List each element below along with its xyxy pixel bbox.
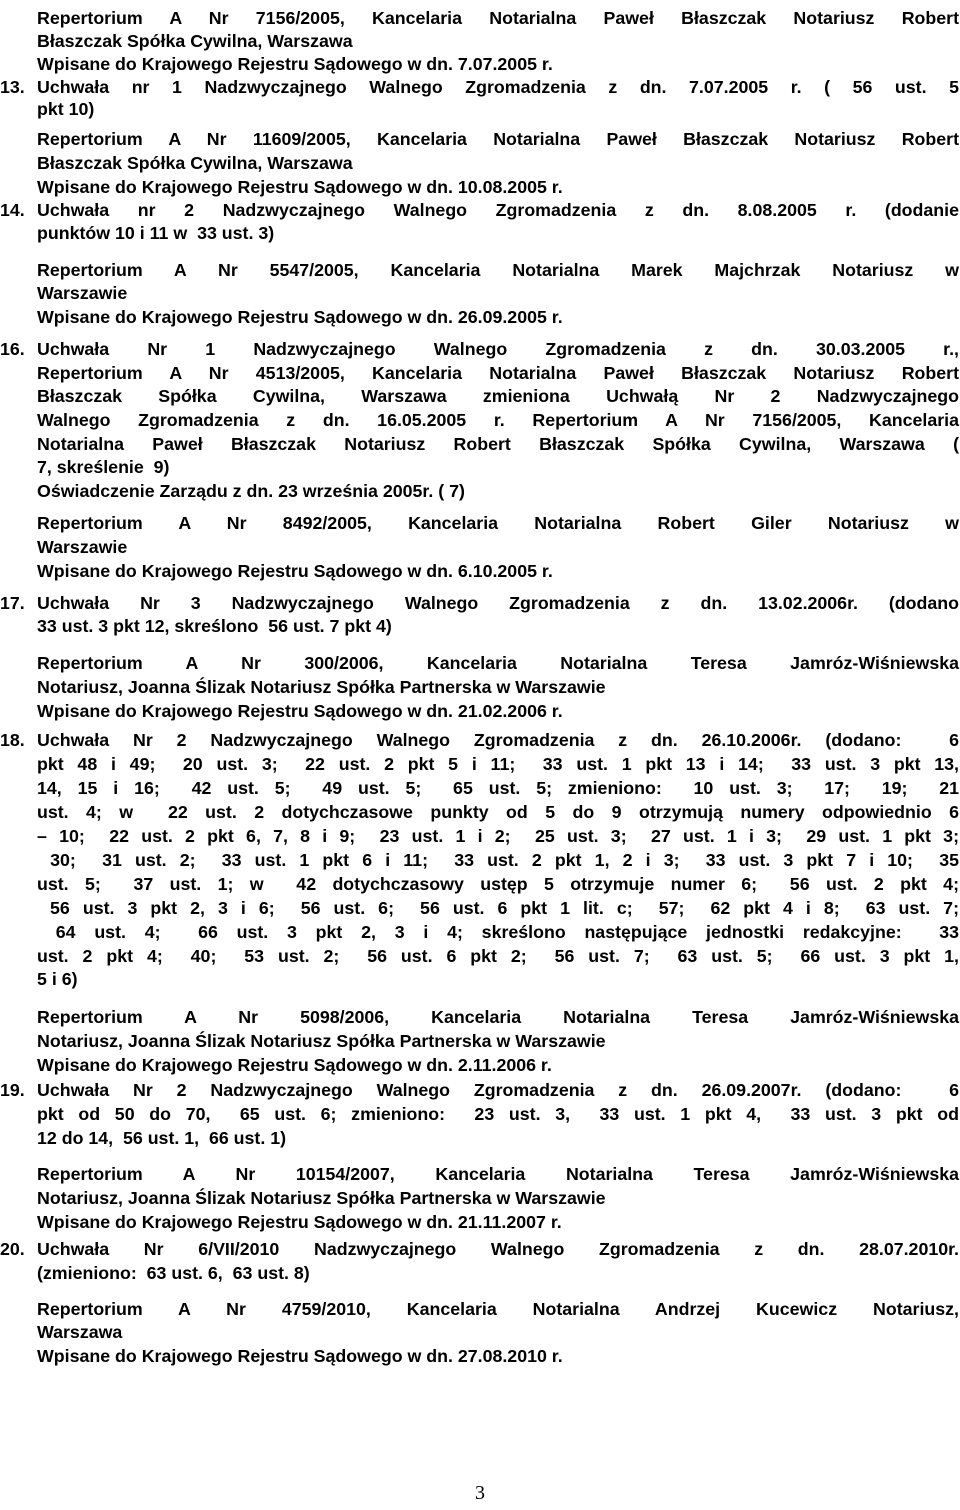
document-line: Warszawie bbox=[37, 283, 128, 303]
document-line: 64 ust. 4; 66 ust. 3 pkt 2, 3 i 4; skreślono następujące jednostki redakcyjne: 33 bbox=[37, 922, 959, 942]
document-line: Uchwała Nr 1 Nadzwyczajnego Walnego Zgromadzenia z dn. 30.03.2005 r., bbox=[37, 339, 959, 359]
document-line: Wpisane do Krajowego Rejestru Sądowego w dn. 6.10.2005 r. bbox=[37, 561, 553, 581]
document-line: Notarialna Paweł Błaszczak Notariusz Robert Błaszczak Spółka Cywilna, Warszawa ( bbox=[37, 434, 959, 454]
document-line: 5 i 6) bbox=[37, 969, 78, 989]
document-line: ust. 4; w 22 ust. 2 dotychczasowe punkty od 5 do 9 otrzymują numery odpowiednio 6 bbox=[37, 802, 959, 822]
list-item-number: 16. bbox=[0, 339, 25, 359]
document-line: Repertorium A Nr 5098/2006, Kancelaria Notarialna Teresa Jamróz-Wiśniewska bbox=[37, 1007, 959, 1027]
document-line: Uchwała nr 2 Nadzwyczajnego Walnego Zgromadzenia z dn. 8.08.2005 r. (dodanie bbox=[37, 200, 959, 220]
document-line: Repertorium A Nr 8492/2005, Kancelaria Notarialna Robert Giler Notariusz w bbox=[37, 513, 959, 533]
document-line: Wpisane do Krajowego Rejestru Sądowego w dn. 10.08.2005 r. bbox=[37, 177, 563, 197]
document-line: pkt 48 i 49; 20 ust. 3; 22 ust. 2 pkt 5 i 11; 33 ust. 1 pkt 13 i 14; 33 ust. 3 pkt 13, bbox=[37, 754, 959, 774]
document-line: pkt 10) bbox=[37, 99, 95, 119]
document-line: Błaszczak Spółka Cywilna, Warszawa zmieniona Uchwałą Nr 2 Nadzwyczajnego bbox=[37, 386, 959, 406]
document-line: 12 do 14, 56 ust. 1, 66 ust. 1) bbox=[37, 1128, 287, 1148]
document-line: Uchwała Nr 2 Nadzwyczajnego Walnego Zgromadzenia z dn. 26.10.2006r. (dodano: 6 bbox=[37, 730, 959, 750]
document-line: Uchwała Nr 2 Nadzwyczajnego Walnego Zgromadzenia z dn. 26.09.2007r. (dodano: 6 bbox=[37, 1080, 959, 1100]
document-line: ust. 2 pkt 4; 40; 53 ust. 2; 56 ust. 6 pkt 2; 56 ust. 7; 63 ust. 5; 66 ust. 3 pkt 1, bbox=[37, 946, 959, 966]
document-line: 30; 31 ust. 2; 33 ust. 1 pkt 6 i 11; 33 ust. 2 pkt 1, 2 i 3; 33 ust. 3 pkt 7 i 10; 35 bbox=[37, 850, 959, 870]
document-line: Repertorium A Nr 300/2006, Kancelaria Notarialna Teresa Jamróz-Wiśniewska bbox=[37, 653, 959, 673]
document-line: (zmieniono: 63 ust. 6, 63 ust. 8) bbox=[37, 1263, 310, 1283]
document-line: ust. 5; 37 ust. 1; w 42 dotychczasowy ustęp 5 otrzymuje numer 6; 56 ust. 2 pkt 4; bbox=[37, 874, 959, 894]
list-item-number: 20. bbox=[0, 1239, 25, 1259]
document-line: Oświadczenie Zarządu z dn. 23 września 2005r. ( 7) bbox=[37, 481, 465, 501]
list-item-number: 19. bbox=[0, 1080, 25, 1100]
list-item-number: 13. bbox=[0, 77, 25, 97]
document-line: Błaszczak Spółka Cywilna, Warszawa bbox=[37, 31, 353, 51]
document-line: Notariusz, Joanna Ślizak Notariusz Spółka Partnerska w Warszawie bbox=[37, 677, 606, 697]
document-line: Repertorium A Nr 10154/2007, Kancelaria Notarialna Teresa Jamróz-Wiśniewska bbox=[37, 1164, 959, 1184]
page-number: 3 bbox=[475, 1482, 485, 1504]
document-line: Wpisane do Krajowego Rejestru Sądowego w dn. 26.09.2005 r. bbox=[37, 307, 563, 327]
document-line: 56 ust. 3 pkt 2, 3 i 6; 56 ust. 6; 56 ust. 6 pkt 1 lit. c; 57; 62 pkt 4 i 8; 63 ust. 7; bbox=[37, 898, 959, 918]
document-line: Repertorium A Nr 5547/2005, Kancelaria Notarialna Marek Majchrzak Notariusz w bbox=[37, 260, 959, 280]
document-line: Uchwała nr 1 Nadzwyczajnego Walnego Zgromadzenia z dn. 7.07.2005 r. ( 56 ust. 5 bbox=[37, 77, 959, 97]
document-line: 33 ust. 3 pkt 12, skreślono 56 ust. 7 pkt 4) bbox=[37, 616, 392, 636]
document-line: Błaszczak Spółka Cywilna, Warszawa bbox=[37, 153, 353, 173]
document-line: Repertorium A Nr 7156/2005, Kancelaria Notarialna Paweł Błaszczak Notariusz Robert bbox=[37, 8, 959, 28]
document-line: punktów 10 i 11 w 33 ust. 3) bbox=[37, 223, 275, 243]
document-line: Repertorium A Nr 4759/2010, Kancelaria Notarialna Andrzej Kucewicz Notariusz, bbox=[37, 1299, 959, 1319]
document-line: Notariusz, Joanna Ślizak Notariusz Spółka Partnerska w Warszawie bbox=[37, 1188, 606, 1208]
document-line: Repertorium A Nr 4513/2005, Kancelaria Notarialna Paweł Błaszczak Notariusz Robert bbox=[37, 363, 959, 383]
document-line: 14, 15 i 16; 42 ust. 5; 49 ust. 5; 65 ust. 5; zmieniono: 10 ust. 3; 17; 19; 21 bbox=[37, 778, 959, 798]
document-line: Warszawie bbox=[37, 537, 128, 557]
document-line: 7, skreślenie 9) bbox=[37, 457, 170, 477]
document-line: Wpisane do Krajowego Rejestru Sądowego w dn. 21.02.2006 r. bbox=[37, 701, 563, 721]
document-line: Wpisane do Krajowego Rejestru Sądowego w dn. 27.08.2010 r. bbox=[37, 1346, 563, 1366]
document-line: Wpisane do Krajowego Rejestru Sądowego w dn. 7.07.2005 r. bbox=[37, 54, 553, 74]
document-line: Uchwała Nr 3 Nadzwyczajnego Walnego Zgromadzenia z dn. 13.02.2006r. (dodano bbox=[37, 593, 959, 613]
list-item-number: 17. bbox=[0, 593, 25, 613]
document-line: Warszawa bbox=[37, 1322, 123, 1342]
document-line: Walnego Zgromadzenia z dn. 16.05.2005 r. Repertorium A Nr 7156/2005, Kancelaria bbox=[37, 410, 959, 430]
document-line: Uchwała Nr 6/VII/2010 Nadzwyczajnego Walnego Zgromadzenia z dn. 28.07.2010r. bbox=[37, 1239, 959, 1259]
document-line: Repertorium A Nr 11609/2005, Kancelaria Notarialna Paweł Błaszczak Notariusz Robert bbox=[37, 129, 959, 149]
document-line: Wpisane do Krajowego Rejestru Sądowego w dn. 2.11.2006 r. bbox=[37, 1055, 552, 1075]
document-line: Wpisane do Krajowego Rejestru Sądowego w dn. 21.11.2007 r. bbox=[37, 1212, 562, 1232]
document-line: Notariusz, Joanna Ślizak Notariusz Spółka Partnerska w Warszawie bbox=[37, 1031, 606, 1051]
list-item-number: 18. bbox=[0, 730, 25, 750]
document-line: pkt od 50 do 70, 65 ust. 6; zmieniono: 23 ust. 3, 33 ust. 1 pkt 4, 33 ust. 3 pkt od bbox=[37, 1104, 959, 1124]
document-line: – 10; 22 ust. 2 pkt 6, 7, 8 i 9; 23 ust. 1 i 2; 25 ust. 3; 27 ust. 1 i 3; 29 ust. 1 pkt 3; bbox=[37, 826, 959, 846]
list-item-number: 14. bbox=[0, 200, 25, 220]
